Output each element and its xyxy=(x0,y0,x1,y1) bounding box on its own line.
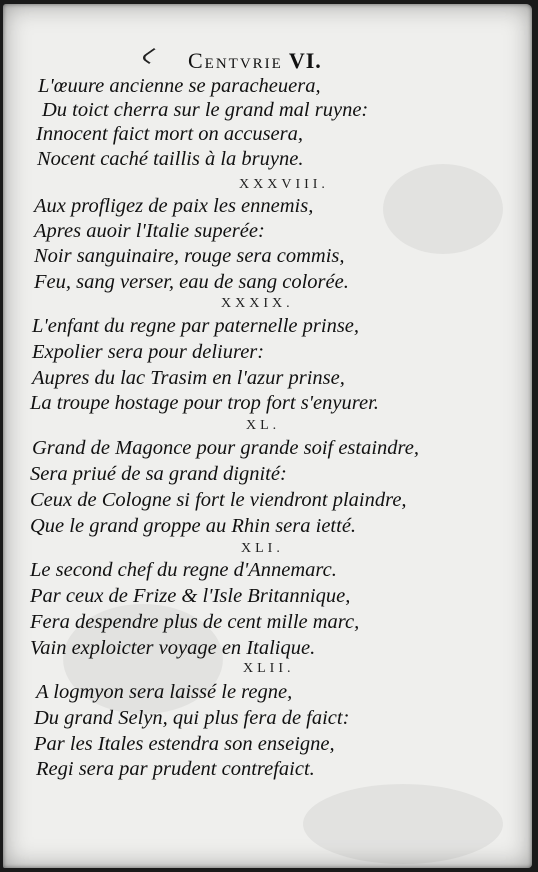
verse-line: Ceux de Cologne si fort le viendront plaindre, xyxy=(30,489,407,511)
century-title: Centvrie xyxy=(188,48,283,73)
verse-line: Par ceux de Frize & l'Isle Britannique, xyxy=(30,585,351,607)
quatrain-numeral: XXXVIII. xyxy=(239,177,329,192)
paper-stain xyxy=(303,784,503,864)
quatrain-numeral: XL. xyxy=(246,418,281,433)
verse-line: La troupe hostage pour trop fort s'enyurer. xyxy=(30,392,379,414)
verse-line: A logmyon sera laissé le regne, xyxy=(36,681,293,703)
paper-stain xyxy=(383,164,503,254)
verse-line: Vain exploicter voyage en Italique. xyxy=(30,637,316,659)
quatrain-numeral: XLII. xyxy=(243,661,295,676)
ink-mark xyxy=(140,48,163,64)
verse-line: Du grand Selyn, qui plus fera de faict: xyxy=(34,707,350,729)
quatrain-numeral: XLI. xyxy=(241,541,284,556)
verse-line: Grand de Magonce pour grande soif estaindre, xyxy=(32,437,419,459)
verse-line: Fera despendre plus de cent mille marc, xyxy=(30,611,360,633)
verse-line: Regi sera par prudent contrefaict. xyxy=(36,758,315,780)
verse-line: Feu, sang verser, eau de sang colorée. xyxy=(34,271,349,293)
verse-line: Aupres du lac Trasim en l'azur prinse, xyxy=(32,367,345,389)
verse-line: Le second chef du regne d'Annemarc. xyxy=(30,559,337,581)
verse-line: Sera priué de sa grand dignité: xyxy=(30,463,287,485)
verse-line: Que le grand groppe au Rhin sera ietté. xyxy=(30,515,357,537)
book-page xyxy=(3,4,532,868)
verse-line: Du toict cherra sur le grand mal ruyne: xyxy=(42,99,369,121)
verse-line: Nocent caché taillis à la bruyne. xyxy=(37,148,304,170)
verse-line: Apres auoir l'Italie superée: xyxy=(34,220,265,242)
verse-line: L'enfant du regne par paternelle prinse, xyxy=(32,315,360,337)
quatrain-numeral: XXXIX. xyxy=(221,296,294,311)
century-number: VI. xyxy=(288,48,322,73)
verse-line: Innocent faict mort on accusera, xyxy=(36,123,304,145)
verse-line: Par les Itales estendra son enseigne, xyxy=(34,733,335,755)
verse-line: Expolier sera pour deliurer: xyxy=(32,341,265,363)
verse-line: L'œuure ancienne se paracheuera, xyxy=(38,75,321,97)
verse-line: Aux profligez de paix les ennemis, xyxy=(34,195,314,217)
verse-line: Noir sanguinaire, rouge sera commis, xyxy=(34,245,345,267)
page-header xyxy=(188,48,322,74)
